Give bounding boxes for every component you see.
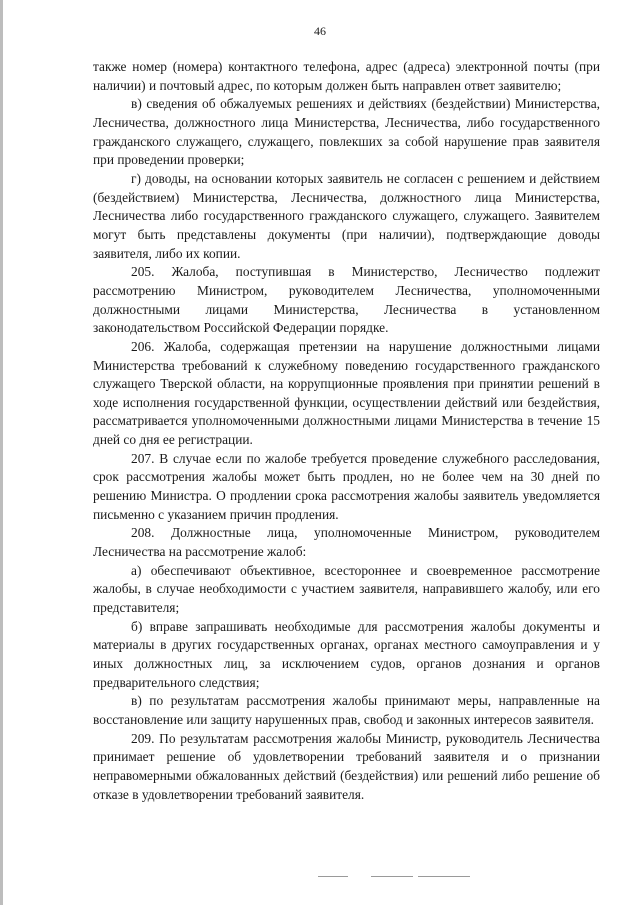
paragraph-contact-info: также номер (номера) контактного телефона, адрес (адреса) электронной почты (при наличии) и почтовый адрес, по которым должен быть направлен ответ заявителю; <box>93 59 600 93</box>
scan-edge <box>0 0 3 905</box>
paragraph-207: 207. В случае если по жалобе требуется проведение служебного расследования, срок рассмотрения жалобы может быть продлен, но не более чем на 30 дней по решению Министра. О продлении срока рассмотрения жалобы заявитель уведомляется письменно с указанием причин продления. <box>93 450 600 522</box>
paragraph-208-item-a: а) обеспечивают объективное, всестороннее и своевременное рассмотрение жалобы, в случае необходимости с участием заявителя, направившего жалобу, или его представителя; <box>93 562 600 616</box>
paragraph-208: 208. Должностные лица, уполномоченные Министром, руководителем Лесничества на рассмотрение жалоб: <box>93 525 600 560</box>
paragraph-205: 205. Жалоба, поступившая в Министерство, Лесничество подлежит рассмотрению Министром, руководителем Лесничества, уполномоченными должностными лицами Министерства, Лесничества в установленном законодательством Российской Федерации порядке. <box>93 264 600 336</box>
paragraph-208-item-v: в) по результатам рассмотрения жалобы принимают меры, направленные на восстановление или защиту нарушенных прав, свобод и законных интересов заявителя. <box>93 693 600 727</box>
paragraph-item-g-arguments: г) доводы, на основании которых заявитель не согласен с решением и действием (бездействием) Министерства, Лесничества, должностного лица Министерства, Лесничества либо государственного гражданского служащего, служащего. Заявителем могут быть представлены документы (при наличии), подтверждающие доводы заявителя, либо их копии. <box>93 170 600 261</box>
paragraph-208-item-b: б) вправе запрашивать необходимые для рассмотрения жалобы документы и материалы в других государственных органах, органах местного самоуправления и у иных должностных лиц, за исключением судов, органов дознания и органов предварительного следствия; <box>93 618 600 690</box>
footer-rule-left <box>318 876 348 877</box>
document-body <box>93 58 600 804</box>
paragraph-209: 209. По результатам рассмотрения жалобы Министр, руководитель Лесничества принимает решение об удовлетворении требований заявителя и о признании неправомерными обжалованных действий (бездействия) или решений либо решение об отказе в удовлетворении требований заявителя. <box>93 730 600 802</box>
footer-rule-right <box>418 876 470 877</box>
paragraph-item-v-appealed-decisions: в) сведения об обжалуемых решениях и действиях (бездействии) Министерства, Лесничества, должностного лица Министерства, Лесничества, либо государственного гражданского служащего, служащего, повлекших за собой нарушение прав заявителя при проведении проверки; <box>93 96 600 168</box>
footer-rule-middle <box>371 876 413 877</box>
paragraph-206: 206. Жалоба, содержащая претензии на нарушение должностными лицами Министерства требований к служебному поведению государственного гражданского служащего Тверской области, на коррупционные проявления при принятии решений в ходе исполнения государственной функции, осуществлении действий или бездействия, рассматривается уполномоченными должностными лицами Министерства в течение 15 дней со дня ее регистрации. <box>93 338 600 448</box>
page-number: 46 <box>314 24 326 38</box>
